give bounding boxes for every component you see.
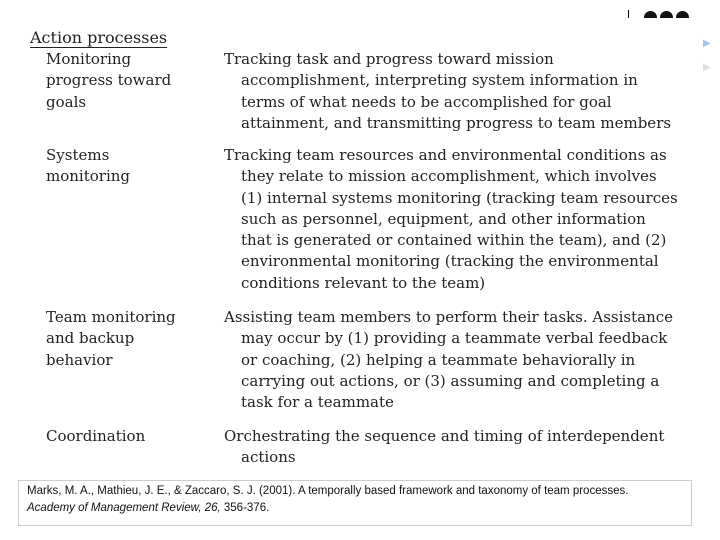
- citation-pages: 356-376.: [220, 502, 270, 514]
- chevron-right-icon[interactable]: ▶: [703, 62, 711, 73]
- definition: Tracking team resources and environmental conditions as they relate to mission accomplishment, which involves (1) internal systems monitoring (tracking team resources such as personnel, equipment, and other information that is generated or contained within the team), and (2) environmental monitoring (tracking the environmental conditions relevant to the team): [224, 146, 678, 292]
- section-heading: Action processes: [30, 28, 168, 47]
- page-decoration-icon: [628, 10, 689, 18]
- citation-text: Marks, M. A., Mathieu, J. E., & Zaccaro, S. J. (2001). A temporally based framework and taxonomy of team processes.: [27, 485, 629, 497]
- chevron-right-icon[interactable]: ▶: [703, 38, 711, 49]
- citation-box: [18, 480, 692, 526]
- term: Systems monitoring: [46, 146, 131, 186]
- citation-journal: Academy of Management Review, 26,: [27, 502, 221, 514]
- definition: Tracking task and progress toward mission accomplishment, interpreting system information in terms of what needs to be accomplished for goal attainment, and transmitting progress to team members: [224, 50, 672, 132]
- definition: Orchestrating the sequence and timing of interdependent actions: [224, 427, 665, 467]
- definition: Assisting team members to perform their tasks. Assistance may occur by (1) providing a teammate verbal feedback or coaching, (2) helping a teammate behaviorally in carrying out actions, or (3) assuming and completing a task for a teammate: [224, 308, 674, 412]
- term: Team monitoring and backup behavior: [46, 308, 176, 369]
- term: Monitoring progress toward goals: [46, 50, 172, 111]
- term: Coordination: [46, 427, 146, 445]
